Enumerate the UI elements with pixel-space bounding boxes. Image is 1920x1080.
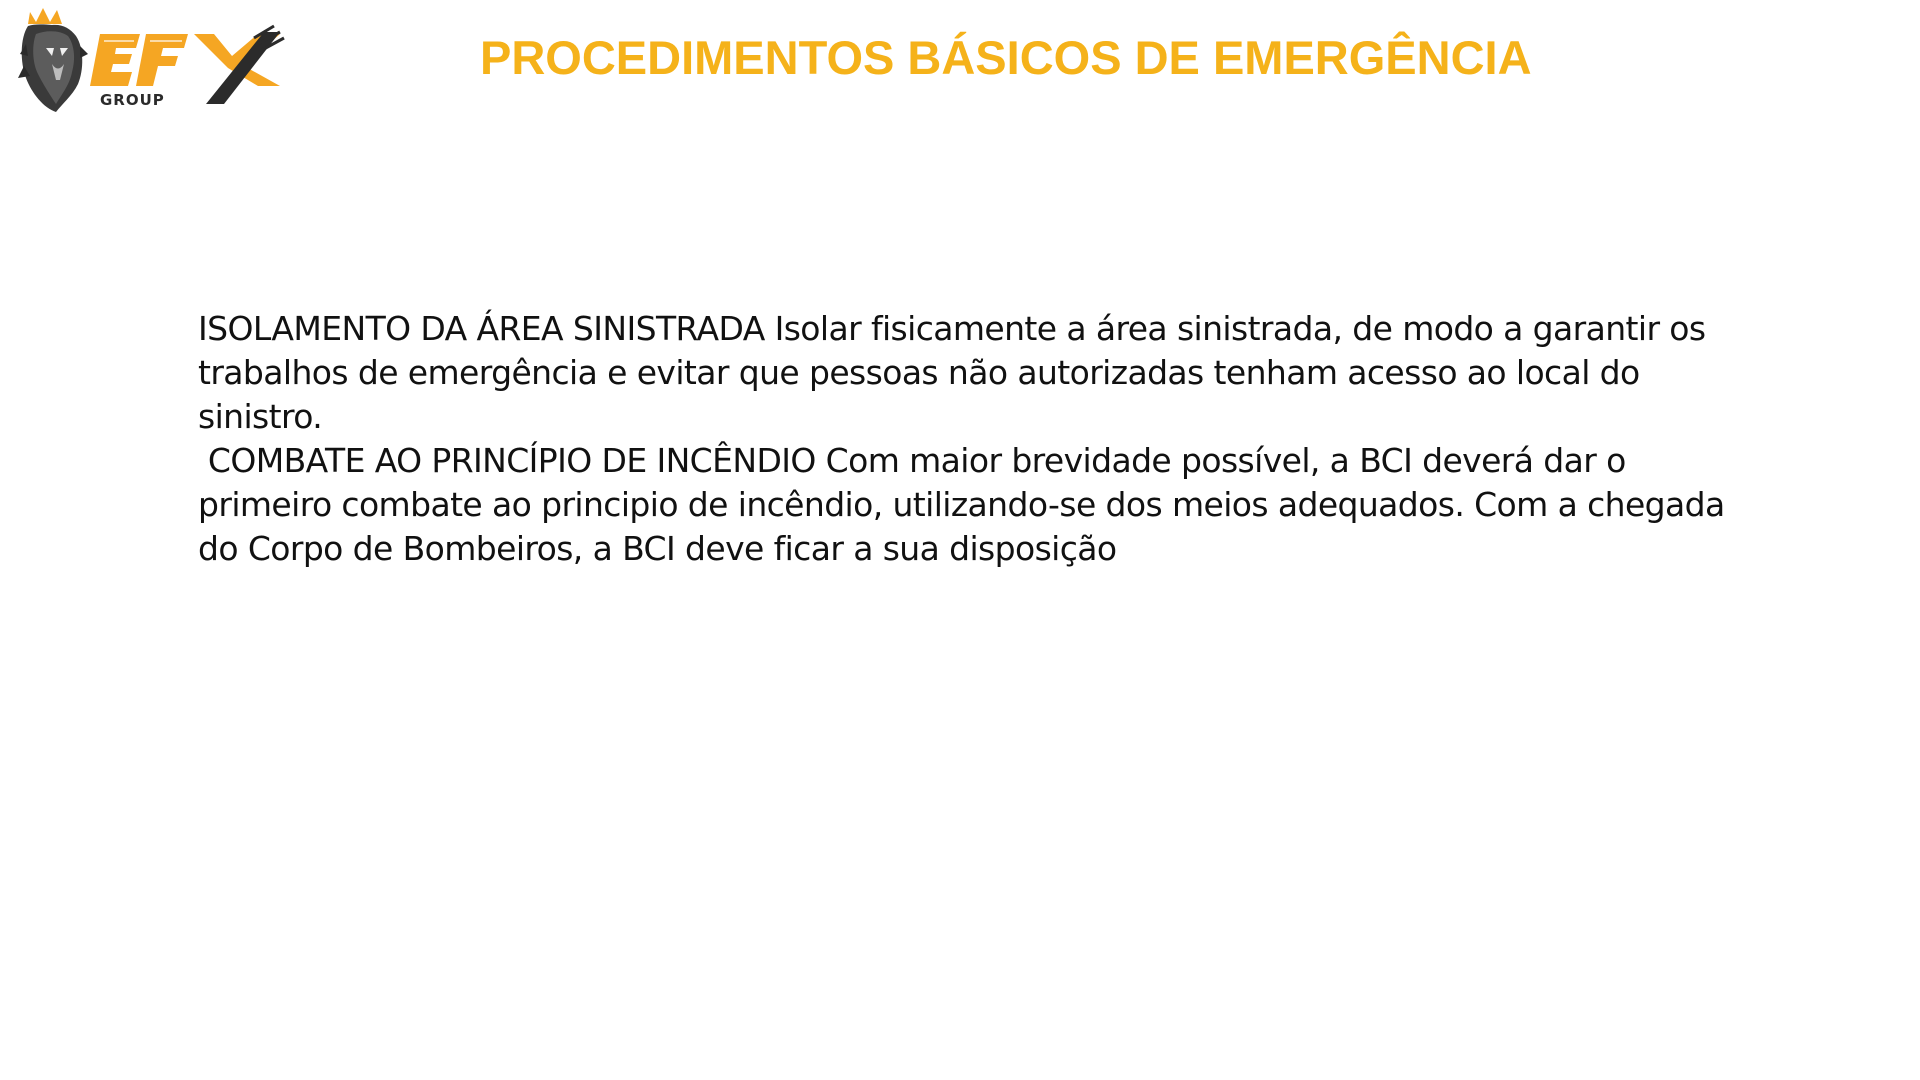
svg-text:GROUP: GROUP	[100, 91, 165, 109]
brand-x	[194, 26, 284, 104]
page-title: PROCEDIMENTOS BÁSICOS DE EMERGÊNCIA	[480, 31, 1532, 84]
brand-letters	[90, 34, 188, 86]
paragraph-combate: COMBATE AO PRINCÍPIO DE INCÊNDIO Com maior brevidade possível, a BCI deverá dar o primeiro combate ao principio de incêndio, utilizando-se dos meios adequados. Com a chegada do Corpo de Bombeiros, a BCI deve ficar a sua disposição	[198, 441, 1735, 568]
crown-icon	[28, 8, 62, 24]
body-text	[198, 307, 1758, 571]
efx-group-logo	[18, 4, 288, 114]
brand-group-text	[100, 91, 165, 109]
paragraph-isolamento: ISOLAMENTO DA ÁREA SINISTRADA Isolar fisicamente a área sinistrada, de modo a garantir os trabalhos de emergência e evitar que pessoas não autorizadas tenham acesso ao local do sinistro.	[198, 309, 1716, 436]
lion-head-icon	[18, 24, 88, 112]
